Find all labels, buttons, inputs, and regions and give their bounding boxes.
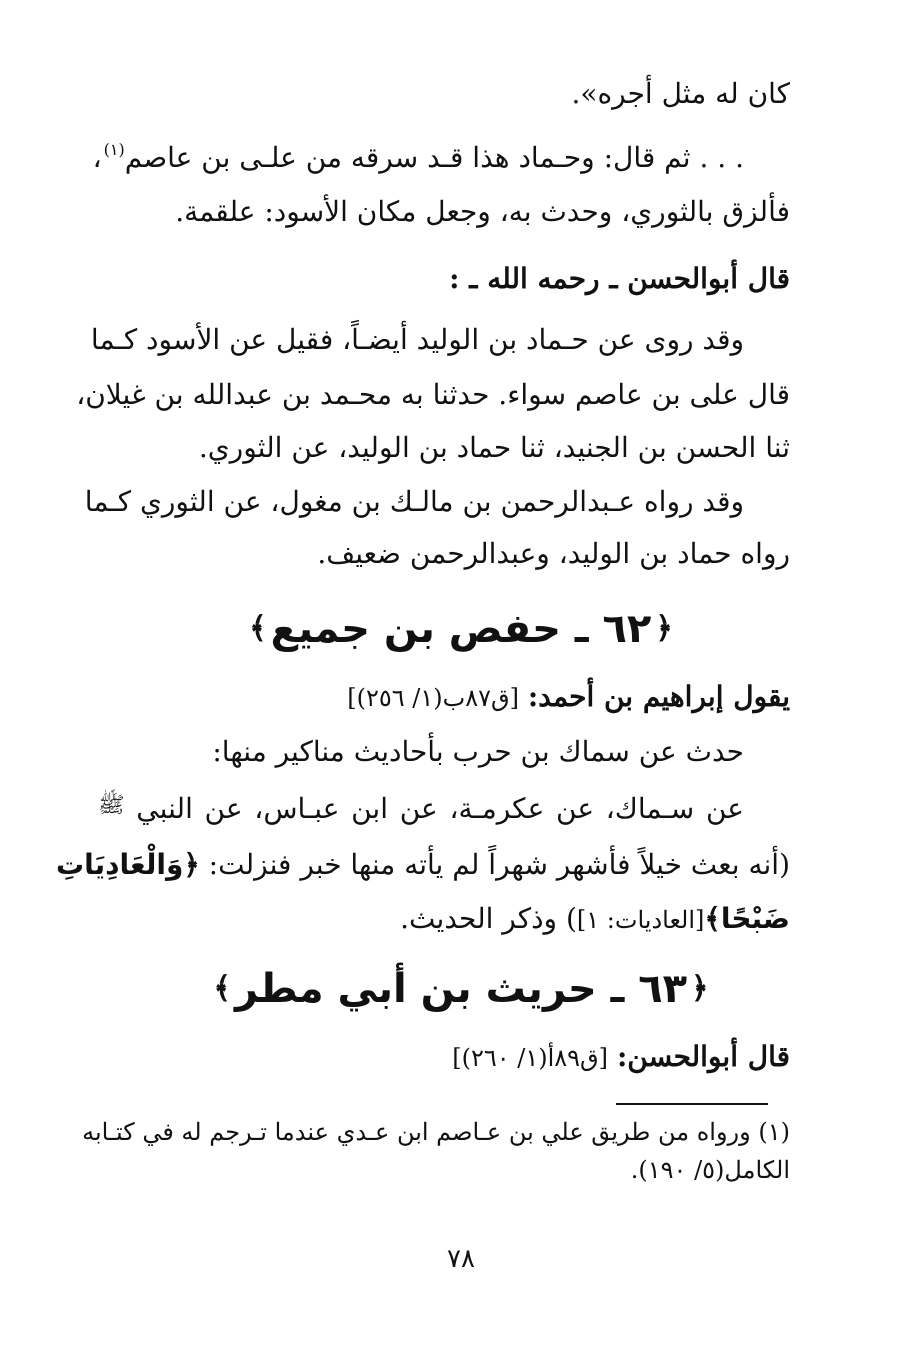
text-line-3 xyxy=(98,195,790,228)
section-label-abulhasan xyxy=(98,262,790,295)
speaker-label: قال أبوالحسن: xyxy=(616,1040,790,1073)
text-line-12 xyxy=(98,792,744,825)
text-line-9 xyxy=(98,537,790,570)
text-line-11 xyxy=(98,735,744,768)
text-line-2 xyxy=(92,140,744,174)
text-line-10 xyxy=(98,680,790,713)
manuscript-reference: [ق٨٧ب(١/ ٢٥٦)] xyxy=(347,684,520,712)
line-text: رواه حماد بن الوليد، وعبدالرحمن ضعيف. xyxy=(317,537,790,570)
text-line-15 xyxy=(98,1040,790,1073)
line-text: . . . ثم قال: وحـماد هذا قـد سرقه من علـى بن عاصم xyxy=(124,141,744,174)
footnote-divider xyxy=(616,1103,768,1105)
text-line-1 xyxy=(98,77,790,110)
entry-heading-63 xyxy=(0,966,922,1012)
entry-heading-62 xyxy=(0,606,922,652)
heading-text: ٦٢ ـ حفص بن جميع xyxy=(270,606,652,652)
ornament-bracket-icon: ﴿ xyxy=(691,971,709,1006)
footnote-text: (١) ورواه من طريق علي بن عـاصم ابن عـدي عندما تـرجم له في كتـابه xyxy=(82,1118,790,1146)
text-line-14 xyxy=(98,902,790,935)
text-line-13 xyxy=(55,848,790,881)
ornament-bracket-icon: ﴾ xyxy=(249,611,267,646)
text-line-5 xyxy=(90,323,744,356)
line-text: وقد رواه عـبدالرحمن بن مالـك بن مغول، عن الثوري كـما xyxy=(84,485,744,518)
line-text: فألزق بالثوري، وحدث به، وجعل مكان الأسود: علقمة. xyxy=(175,195,790,228)
line-text: عن سـماك، عن عكرمـة، عن ابن عبـاس، عن النبي xyxy=(136,792,744,825)
line-text: حدث عن سماك بن حرب بأحاديث مناكير منها: xyxy=(212,735,744,768)
line-text: وقد روى عن حـماد بن الوليد أيضـاً، فقيل عن الأسود كـما xyxy=(90,323,744,356)
salutation-glyph-icon: ﷺ xyxy=(98,793,125,818)
text-line-6 xyxy=(76,378,790,411)
line-text: قال أبوالحسن ـ رحمه الله ـ : xyxy=(449,262,790,295)
quran-verse: ﴿وَالْعَادِيَاتِ xyxy=(55,848,200,881)
page-number: ٧٨ xyxy=(447,1244,475,1274)
line-text: ) وذكر الحديث. xyxy=(400,902,577,935)
footnote-marker[interactable]: (١) xyxy=(103,140,125,159)
text-line-8 xyxy=(84,485,744,518)
footnote-text: الكامل(٥/ ١٩٠). xyxy=(630,1156,790,1184)
footnote-line-2 xyxy=(98,1158,790,1182)
ornament-bracket-icon: ﴿ xyxy=(655,611,673,646)
ornament-bracket-icon: ﴾ xyxy=(213,971,231,1006)
line-text: ثنا الحسن بن الجنيد، ثنا حماد بن الوليد، عن الثوري. xyxy=(198,431,790,464)
surah-reference: [العاديات: ١] xyxy=(576,906,705,934)
quran-verse: ضَبْحًا﴾ xyxy=(704,902,790,935)
line-text: (أنه بعث خيلاً فأشهر شهراً لم يأته منها خبر فنزلت: xyxy=(208,848,790,881)
manuscript-reference: [ق٨٩أ(١/ ٢٦٠)] xyxy=(452,1044,609,1072)
speaker-label: يقول إبراهيم بن أحمد: xyxy=(527,680,790,713)
text-line-7 xyxy=(98,431,790,464)
line-text: كان له مثل أجره». xyxy=(571,77,790,110)
line-text: قال على بن عاصم سواء. حدثنا به محـمد بن عبدالله بن غيلان، xyxy=(76,378,790,411)
line-punct: ، xyxy=(92,141,102,174)
footnote-line-1 xyxy=(82,1118,790,1146)
heading-text: ٦٣ ـ حريث بن أبي مطر xyxy=(234,966,688,1012)
